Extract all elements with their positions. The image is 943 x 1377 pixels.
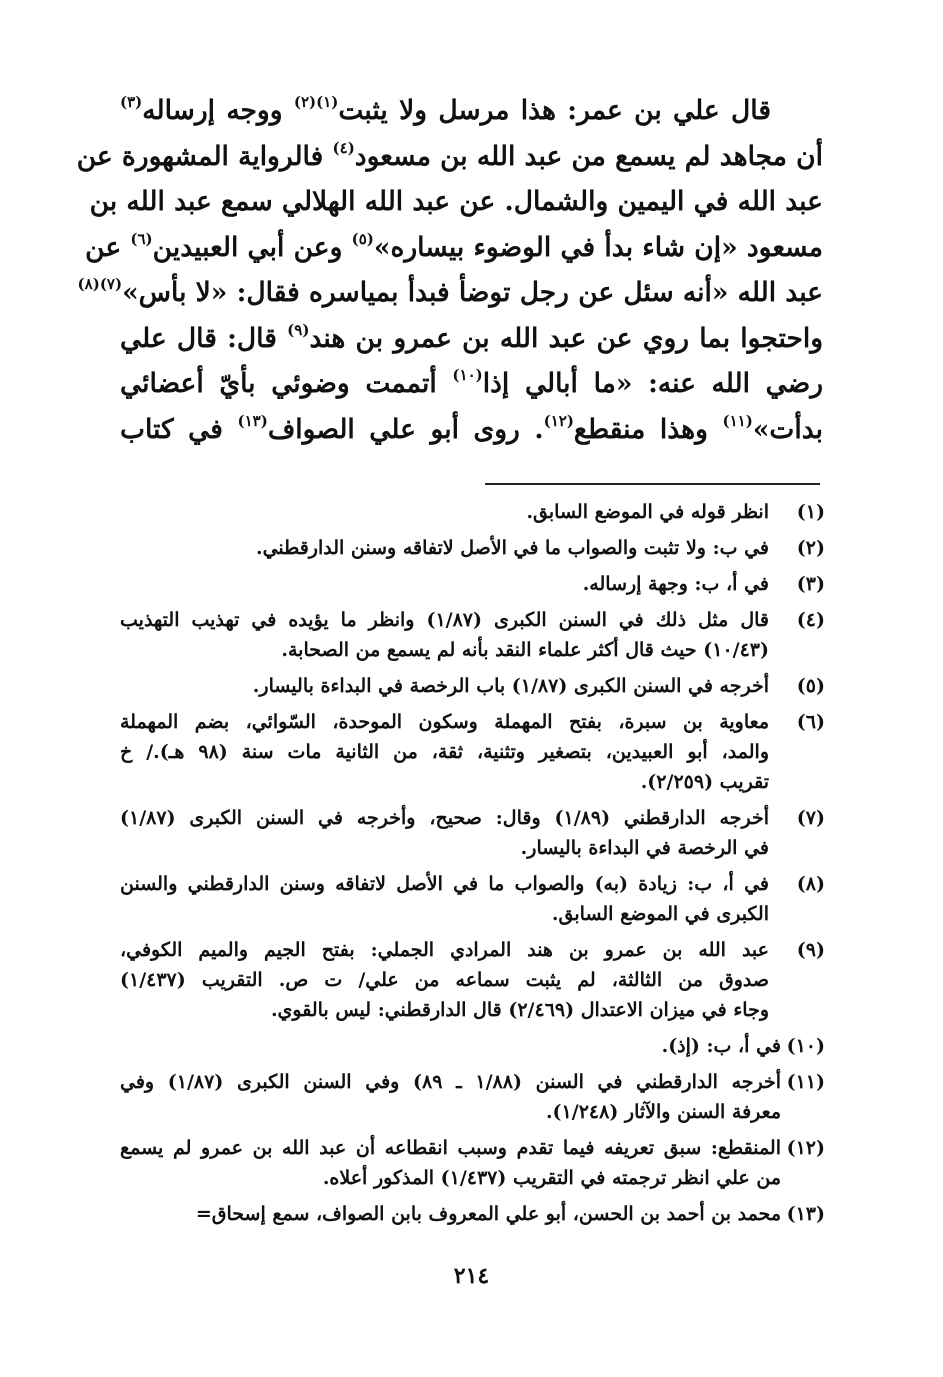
footnote-line: والمد، أبو العبيدين، بتصغير وتثنية، ثقة، من الثانية مات سنة (٩٨ هـ)./ خ xyxy=(120,741,770,763)
footnote xyxy=(120,1133,825,1193)
footnote-number: (٦) xyxy=(796,711,825,733)
footnotes xyxy=(120,497,825,1235)
footnote xyxy=(120,935,825,1025)
main-text-fragment: قال: قال علي xyxy=(120,322,288,354)
footnote-reference: (٩) xyxy=(287,320,310,339)
footnote-reference: (١٢) xyxy=(543,411,574,430)
main-text-line xyxy=(77,270,823,316)
footnote-reference: (٢) xyxy=(293,93,317,111)
main-text-fragment: وعن أبي العبيدين xyxy=(152,231,352,263)
footnote xyxy=(120,671,825,701)
main-text-line xyxy=(89,179,823,225)
footnote xyxy=(120,1067,825,1127)
main-text-fragment: فالرواية المشهورة عن xyxy=(76,140,333,172)
footnote-reference: (١٠) xyxy=(452,366,483,384)
footnote-line: محمد بن أحمد بن الحسن، أبو علي المعروف بابن الصواف، سمع إسحاق= xyxy=(195,1203,781,1225)
footnote-line: أخرجه الدارقطني في السنن (١/٨٨ ـ ٨٩) وفي السنن الكبرى (١/٨٧) وفي xyxy=(120,1071,782,1093)
footnote-line: تقريب (٢/٢٥٩). xyxy=(640,771,769,793)
footnote-line: في الرخصة في البداءة باليسار. xyxy=(520,837,769,859)
main-text-line xyxy=(120,316,823,362)
footnote-number: (٣) xyxy=(796,573,825,595)
main-text-line xyxy=(120,361,823,407)
main-text-fragment: بدأت» xyxy=(752,413,823,445)
footnote-separator xyxy=(485,483,820,485)
footnote-number: (١٣) xyxy=(786,1203,825,1225)
main-text-fragment: . روى أبو علي الصواف xyxy=(267,413,544,445)
footnote-reference: (٥) xyxy=(351,229,374,248)
main-text-line xyxy=(85,225,823,271)
main-text-fragment: أتممت وضوئي بأيّ أعضائي xyxy=(120,368,453,399)
footnote-line: أخرجه الدارقطني (١/٨٩) وقال: صحيح، وأخرجه في السنن الكبرى (١/٨٧) xyxy=(120,807,769,829)
main-text-fragment: أن مجاهد لم يسمع من عبد الله بن مسعود xyxy=(354,140,823,172)
footnote-line: صدوق من الثالثة، لم يثبت سماعه من علي/ ت ص. التقريب (١/٤٣٧) xyxy=(120,969,769,991)
main-text-line xyxy=(76,134,823,180)
footnote-number: (١) xyxy=(796,501,825,523)
main-text xyxy=(76,88,824,452)
footnote-number: (٤) xyxy=(796,609,825,631)
footnote-line: معرفة السنن والآثار (١/٢٤٨). xyxy=(545,1101,781,1123)
main-text-fragment: في كتاب xyxy=(120,413,238,445)
footnote-number: (١٢) xyxy=(786,1137,825,1159)
footnote-number: (١١) xyxy=(786,1071,825,1093)
footnote-reference: (٨) xyxy=(77,275,100,293)
footnote-line: من علي انظر ترجمته في التقريب (١/٤٣٧) المذكور أعلاه. xyxy=(322,1167,781,1189)
footnote xyxy=(120,869,825,929)
footnote-line: في أ، ب: وجهة إرساله. xyxy=(582,573,769,595)
footnote-line: في أ، ب: زيادة (به) والصواب ما في الأصل لاتفاقه وسنن الدارقطني والسنن xyxy=(120,873,769,895)
footnote-number: (٩) xyxy=(796,939,825,961)
footnote xyxy=(120,569,825,599)
footnote-reference: (٤) xyxy=(332,138,355,157)
page-number: ٢١٤ xyxy=(453,1263,490,1289)
footnote xyxy=(120,605,825,665)
main-text-fragment: عبد الله في اليمين والشمال. عن عبد الله الهلالي سمع عبد الله بن xyxy=(89,186,823,217)
footnote-line: معاوية بن سبرة، بفتح المهملة وسكون الموحدة، السّوائي، بضم المهملة xyxy=(120,711,769,733)
footnote-line: وجاء في ميزان الاعتدال (٢/٤٦٩) قال الدارقطني: ليس بالقوي. xyxy=(270,999,769,1021)
footnote-reference: (٦) xyxy=(130,229,153,248)
footnote xyxy=(120,803,825,863)
footnote-line: الكبرى في الموضع السابق. xyxy=(551,903,769,925)
main-text-fragment: عبد الله «أنه سئل عن رجل توضأ فبدأ بمياسره فقال: «لا بأس» xyxy=(122,277,823,308)
footnote-line: انظر قوله في الموضع السابق. xyxy=(526,501,769,523)
footnote-reference: (٣) xyxy=(120,93,143,111)
main-text-fragment: ووجه إرساله xyxy=(142,95,294,126)
main-text-fragment: قال علي بن عمر: هذا مرسل ولا يثبت xyxy=(338,95,771,126)
main-text-fragment: واحتجوا بما روي عن عبد الله بن عمرو بن هند xyxy=(309,322,824,354)
footnote-line: عبد الله بن عمرو بن هند المرادي الجملي: بفتح الجيم والميم الكوفي، xyxy=(120,939,769,961)
main-text-fragment: رضي الله عنه: «ما أبالي إذا xyxy=(482,368,824,399)
main-text-fragment: وهذا منقطع xyxy=(573,413,723,445)
footnote-line: أخرجه في السنن الكبرى (١/٨٧) باب الرخصة في البداءة باليسار. xyxy=(252,675,769,697)
footnote-number: (٧) xyxy=(796,807,825,829)
footnote-line: المنقطع: سبق تعريفه فيما تقدم وسبب انقطاعه أن عبد الله بن عمرو لم يسمع xyxy=(120,1137,781,1159)
footnote xyxy=(120,707,825,797)
footnote-line: في أ، ب: (إذ). xyxy=(661,1035,781,1057)
footnote-reference: (٧) xyxy=(99,275,123,293)
footnote xyxy=(120,1199,825,1229)
main-text-line xyxy=(120,88,823,134)
footnote xyxy=(120,1031,825,1061)
footnote-number: (٨) xyxy=(796,873,825,895)
footnote-reference: (١١) xyxy=(722,411,753,430)
footnote xyxy=(120,533,825,563)
main-text-fragment: مسعود «إن شاء بدأ في الوضوء بيساره» xyxy=(373,231,823,263)
main-text-line xyxy=(120,407,823,453)
main-text-fragment: عن xyxy=(85,231,131,263)
footnote-number: (٢) xyxy=(796,537,825,559)
footnote-number: (٥) xyxy=(796,675,825,697)
footnote-number: (١٠) xyxy=(786,1035,825,1057)
footnote-reference: (١٣) xyxy=(237,411,268,430)
footnote-line: قال مثل ذلك في السنن الكبرى (١/٨٧) وانظر ما يؤيده في تهذيب التهذيب xyxy=(120,609,769,631)
footnote xyxy=(120,497,825,527)
footnote-line: (١٠/٤٣) حيث قال أكثر علماء النقد بأنه لم يسمع من الصحابة. xyxy=(281,639,769,661)
footnote-reference: (١) xyxy=(316,93,339,111)
footnote-line: في ب: ولا تثبت والصواب ما في الأصل لاتفاقه وسنن الدارقطني. xyxy=(255,537,769,559)
